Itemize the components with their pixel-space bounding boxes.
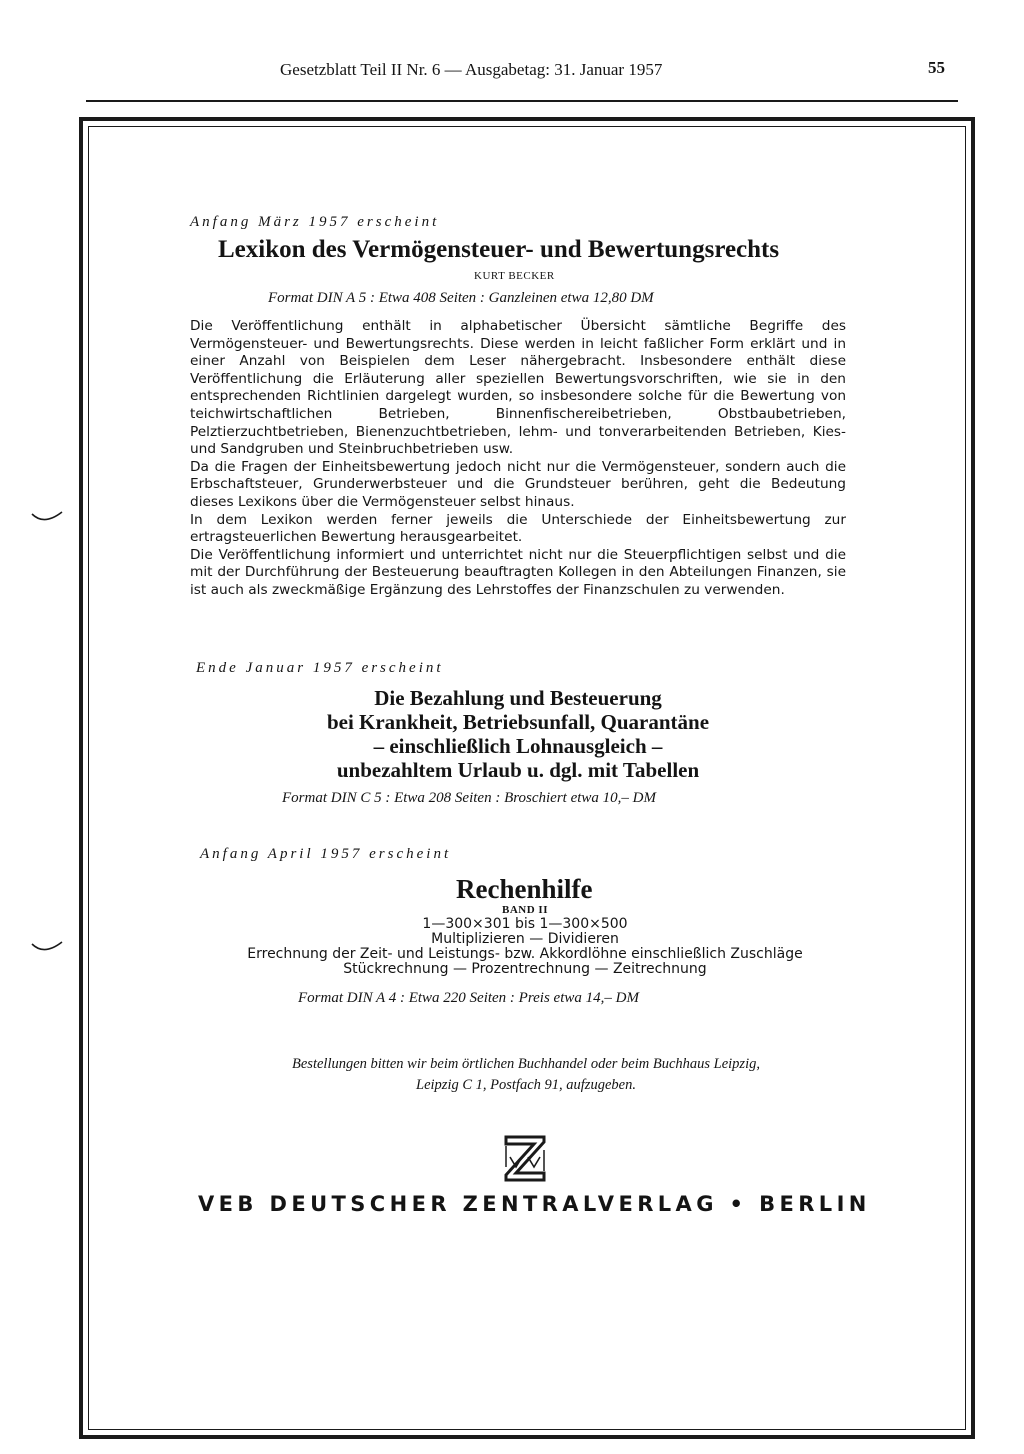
ad3-title: Rechenhilfe (456, 874, 593, 904)
ad2-title-line: bei Krankheit, Betriebsunfall, Quarantäne (326, 710, 710, 734)
ad3-volume: BAND II (502, 904, 548, 916)
order-note-line: Bestellungen bitten wir beim örtlichen Buchhandel oder beim Buchhaus Leipzig, (292, 1056, 760, 1072)
ad1-paragraph: Die Veröffentlichung informiert und unterrichtet nicht nur die Steuerpflichtigen selbst und die mit der Durchführung der Besteuerung beauftragten Kollegen in den Abteilungen Finanzen, sie ist auch als zweckmäßige Ergänzung des Lehrstoffes der Finanzschulen zu verwenden. (190, 546, 846, 598)
ad3-line: Stückrechnung — Prozentrechnung — Zeitrechnung (343, 961, 707, 977)
margin-mark-icon (30, 508, 64, 526)
ad2-title-line: unbezahltem Urlaub u. dgl. mit Tabellen (336, 758, 700, 782)
ad2-title (300, 686, 736, 782)
ad2-format: Format DIN C 5 : Etwa 208 Seiten : Broschiert etwa 10,– DM (282, 790, 656, 806)
order-note-line: Leipzig C 1, Postfach 91, aufzugeben. (416, 1077, 636, 1093)
ad3-line: 1—300×301 bis 1—300×500 (422, 916, 628, 932)
ad2-title-line: Die Bezahlung und Besteuerung (374, 686, 662, 710)
publisher-name: VEB DEUTSCHER ZENTRALVERLAG • BERLIN (198, 1192, 871, 1216)
order-note (196, 1054, 856, 1096)
ad2-announcement: Ende Januar 1957 erscheint (196, 660, 444, 676)
ad3-content-lines (200, 917, 850, 977)
publisher-logo-icon (502, 1133, 548, 1185)
ad3-format: Format DIN A 4 : Etwa 220 Seiten : Preis etwa 14,– DM (298, 990, 639, 1006)
ad1-description (190, 318, 846, 600)
page-number: 55 (928, 58, 945, 77)
ad3-line: Errechnung der Zeit- und Leistungs- bzw. Akkordlöhne einschließlich Zuschläge (247, 946, 803, 962)
ad1-announcement: Anfang März 1957 erscheint (190, 214, 440, 230)
running-head: Gesetzblatt Teil II Nr. 6 — Ausgabetag: 31. Januar 1957 (280, 60, 663, 79)
ad1-paragraph: Da die Fragen der Einheitsbewertung jedoch nicht nur die Vermögensteuer, sondern auch die Erbschaftsteuer, Grunderwerbsteuer und die Grundsteuer berühren, geht die Bedeutung dieses Lexikons über die Vermögensteuer selbst hinaus. (190, 458, 846, 510)
margin-mark-icon (30, 938, 64, 956)
ad3-line: Multiplizieren — Dividieren (431, 931, 619, 947)
ad1-paragraph: Die Veröffentlichung enthält in alphabetischer Übersicht sämtliche Begriffe des Vermögensteuer- und Bewertungsrechts. Diese werden in leicht faßlicher Form erklärt und in einer Anzahl von Beispielen dem Leser nähergebracht. Insbesondere enthält diese Veröffentlichung die Erläuterung aller speziellen Bewertungsvorschriften, wie sie in den entsprechenden Richtlinien dargelegt wurden, so insbesondere solche für die Bewertung von teichwirtschaftlichen Betrieben, Binnenfischereibetrieben, Obstbaubetrieben, Pelztierzuchtbetrieben, Bienenzuchtbetrieben, lehm- und tonverarbeitenden Betrieben, Kies- und Sandgruben und Steinbruchbetrieben usw. (190, 318, 846, 458)
ad2-title-line: – einschließlich Lohnausgleich – (373, 734, 663, 758)
ad1-paragraph: In dem Lexikon werden ferner jeweils die Unterschiede der Einheitsbewertung zur ertragsteuerlichen Bewertung herausgearbeitet. (190, 511, 846, 546)
header-rule (86, 100, 958, 102)
ad1-title: Lexikon des Vermögensteuer- und Bewertungsrechts (218, 236, 780, 263)
ad1-format: Format DIN A 5 : Etwa 408 Seiten : Ganzleinen etwa 12,80 DM (268, 290, 654, 306)
ad3-announcement: Anfang April 1957 erscheint (200, 846, 452, 862)
ad1-author: KURT BECKER (474, 270, 555, 282)
